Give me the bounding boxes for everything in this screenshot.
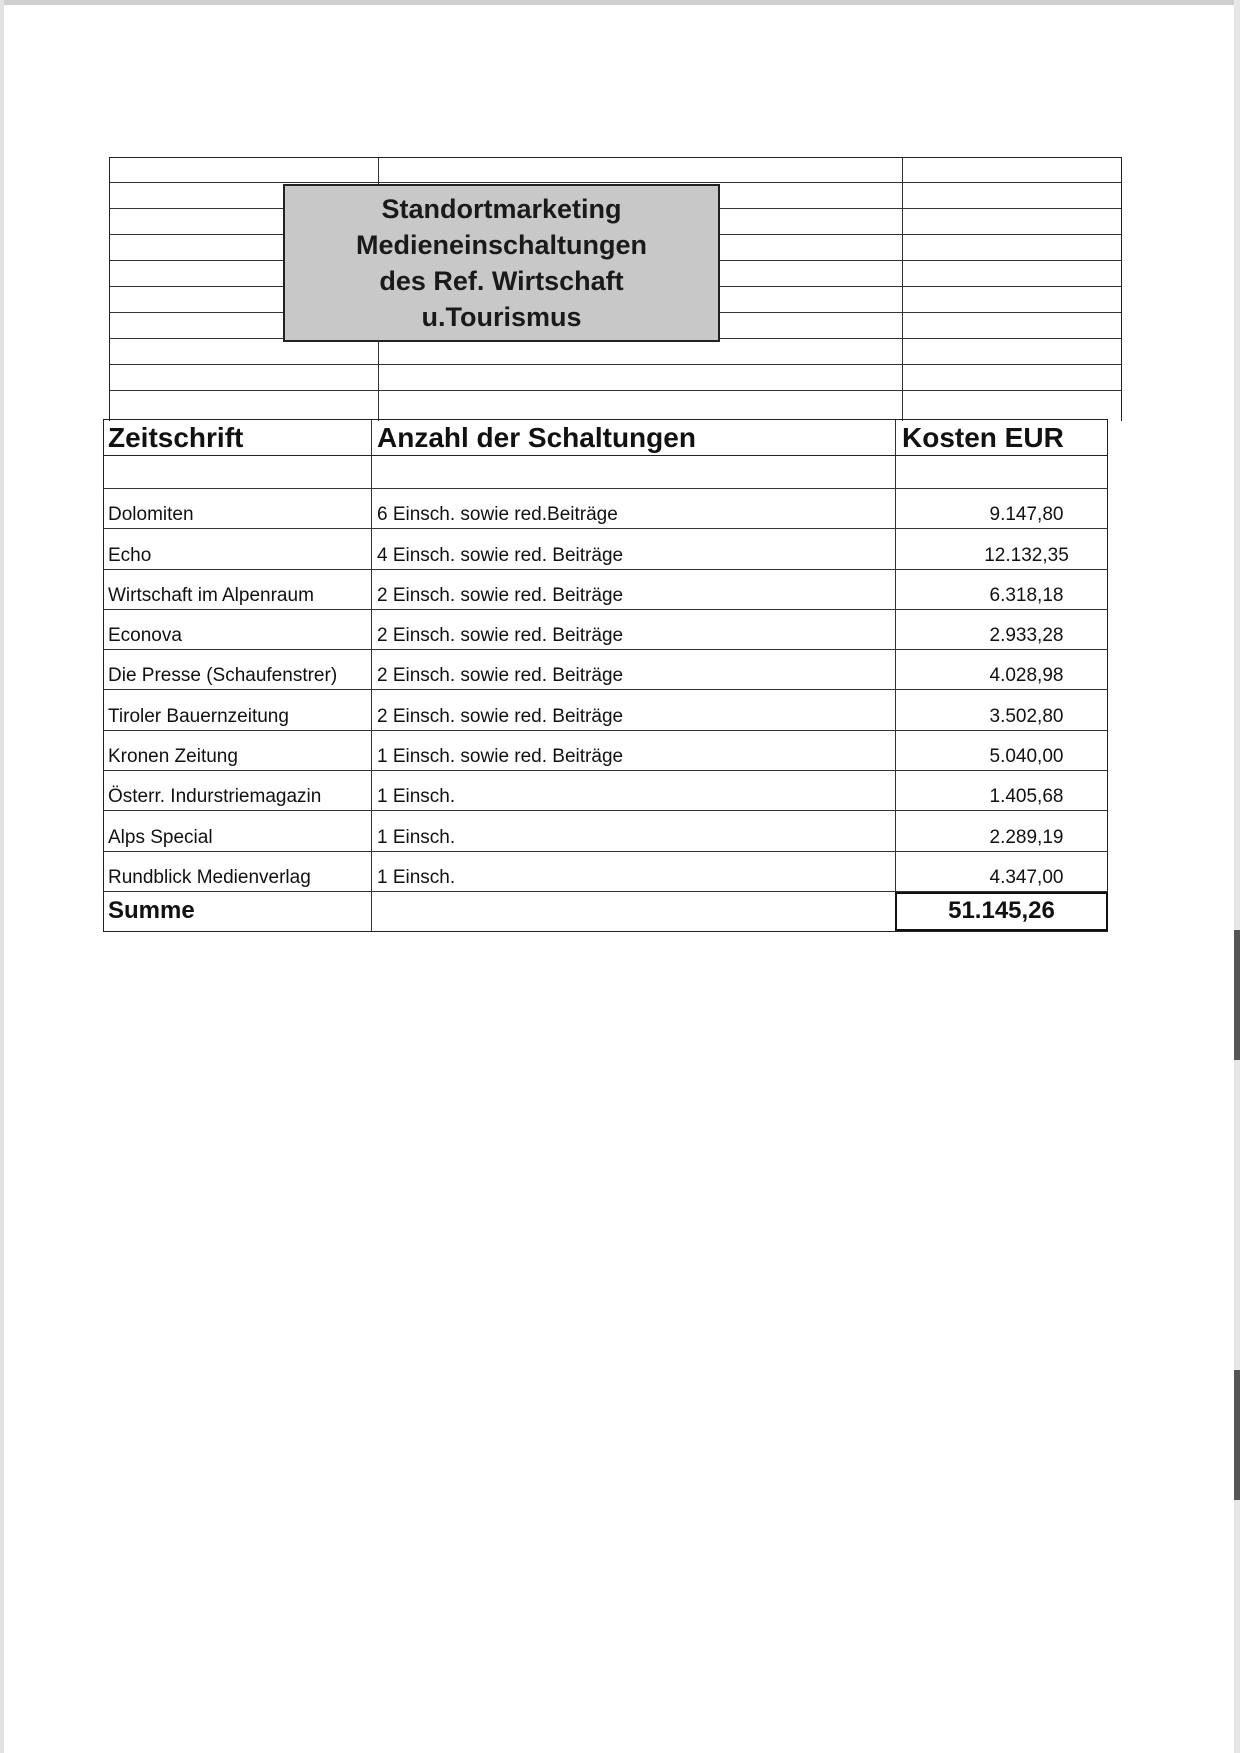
cell-cost: 6.318,18 (895, 570, 1108, 609)
table-row (103, 529, 1108, 569)
cell-publication: Tiroler Bauernzeitung (103, 690, 371, 729)
header-cost: Kosten EUR (895, 420, 1108, 455)
cell-cost: 5.040,00 (895, 731, 1108, 770)
cell-publication: Dolomiten (103, 489, 371, 528)
table-row (103, 771, 1108, 811)
cell-publication: Echo (103, 529, 371, 568)
grid-line (110, 182, 1121, 183)
spacer-cell (371, 456, 895, 488)
cell-count: 1 Einsch. (371, 811, 895, 850)
scan-border-left (0, 0, 4, 1753)
table-row (103, 690, 1108, 730)
grid-line (902, 158, 903, 421)
grid-line (110, 390, 1121, 391)
scan-mark (1234, 930, 1240, 1060)
cell-count: 2 Einsch. sowie red. Beiträge (371, 610, 895, 649)
cell-count: 6 Einsch. sowie red.Beiträge (371, 489, 895, 528)
cell-publication: Alps Special (103, 811, 371, 850)
grid-line (110, 364, 1121, 365)
cell-cost: 9.147,80 (895, 489, 1108, 528)
cell-count: 2 Einsch. sowie red. Beiträge (371, 570, 895, 609)
cell-publication: Wirtschaft im Alpenraum (103, 570, 371, 609)
table-spacer-row (103, 456, 1108, 489)
cell-publication: Rundblick Medienverlag (103, 852, 371, 891)
cell-count: 1 Einsch. (371, 771, 895, 810)
table-row (103, 731, 1108, 771)
sum-empty-cell (371, 892, 895, 931)
sum-value: 51.145,26 (895, 892, 1108, 931)
table-row (103, 489, 1108, 529)
cell-count: 1 Einsch. sowie red. Beiträge (371, 731, 895, 770)
cell-count: 4 Einsch. sowie red. Beiträge (371, 529, 895, 568)
spacer-cell (103, 456, 371, 488)
cell-publication: Österr. Indurstriemagazin (103, 771, 371, 810)
table-header-row (103, 419, 1108, 456)
cell-count: 1 Einsch. (371, 852, 895, 891)
title-line-1: Standortmarketing (381, 194, 622, 224)
title-line-3: des Ref. Wirtschaft (379, 266, 624, 296)
cell-cost: 4.028,98 (895, 650, 1108, 689)
cell-count: 2 Einsch. sowie red. Beiträge (371, 650, 895, 689)
title-line-4: u.Tourismus (421, 302, 582, 332)
cell-cost: 2.289,19 (895, 811, 1108, 850)
cell-cost: 1.405,68 (895, 771, 1108, 810)
sum-label: Summe (103, 892, 371, 931)
cell-cost: 12.132,35 (895, 529, 1108, 568)
header-publication: Zeitschrift (103, 420, 371, 455)
cell-publication: Kronen Zeitung (103, 731, 371, 770)
scan-border-top (0, 0, 1240, 5)
scan-mark (1234, 1370, 1240, 1500)
table-row (103, 650, 1108, 690)
cost-table (103, 419, 1108, 932)
sum-row (103, 892, 1108, 932)
cell-publication: Die Presse (Schaufenstrer) (103, 650, 371, 689)
spacer-cell (895, 456, 1108, 488)
table-row (103, 610, 1108, 650)
cell-cost: 2.933,28 (895, 610, 1108, 649)
table-row (103, 852, 1108, 892)
header-count: Anzahl der Schaltungen (371, 420, 895, 455)
title-line-2: Medieneinschaltungen (355, 230, 648, 260)
cell-cost: 4.347,00 (895, 852, 1108, 891)
table-row (103, 811, 1108, 851)
cell-cost: 3.502,80 (895, 690, 1108, 729)
cell-count: 2 Einsch. sowie red. Beiträge (371, 690, 895, 729)
document-title-box (283, 184, 720, 342)
cell-publication: Econova (103, 610, 371, 649)
table-row (103, 570, 1108, 610)
